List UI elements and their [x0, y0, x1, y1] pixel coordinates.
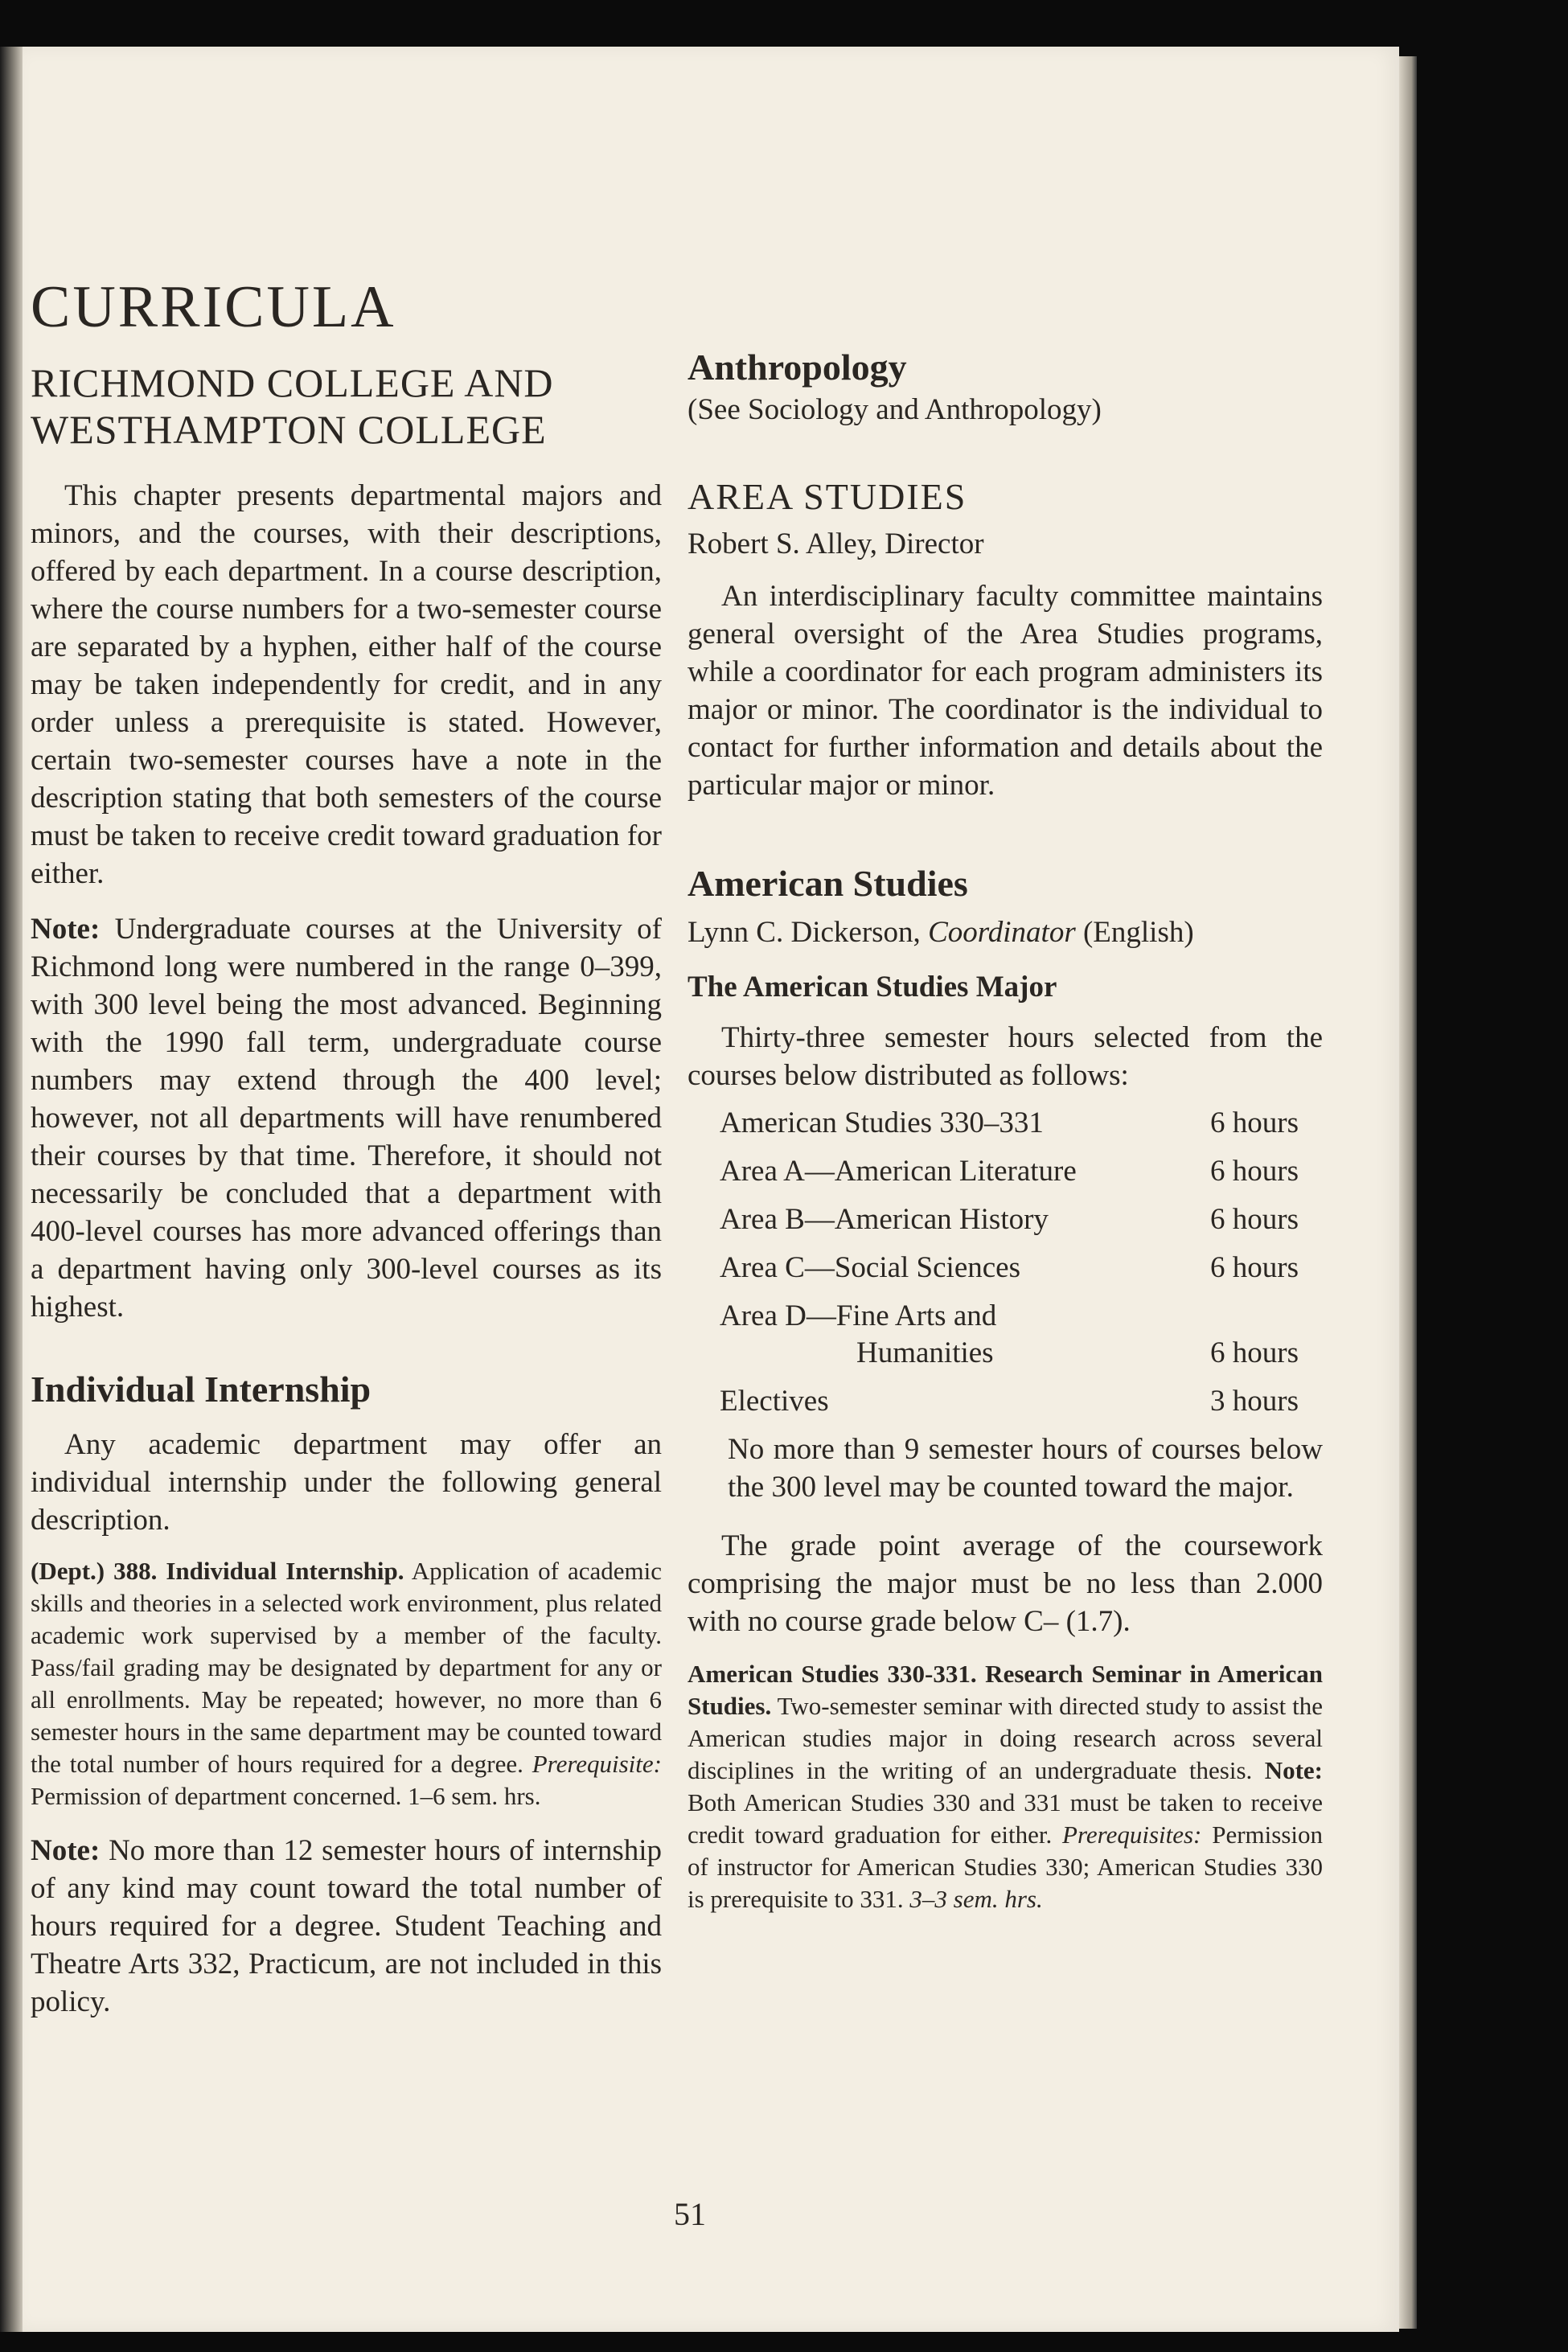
area-studies-paragraph: An interdisciplinary faculty committee maintains general oversight of the Area Studies programs, while a coordinator for each program administers its major or minor. The coordinator is the individual to contact for further information and details about the particular major or minor. [688, 580, 1323, 802]
gpa-paragraph: The grade point average of the coursework comprising the major must be no less than 2.000 with no course grade below C– (1.7). [688, 1529, 1323, 1638]
prereq-text: Permission of department concerned. 1–6 sem. hrs. [31, 1782, 541, 1810]
course-hours: 3–3 sem. hrs. [909, 1885, 1043, 1913]
distribution-label [720, 1292, 1184, 1377]
page-edge [1399, 56, 1417, 2329]
anthropology-reference: (See Sociology and Anthropology) [688, 393, 1102, 426]
prereq-label: Prerequisite: [532, 1750, 662, 1778]
college-line-2: WESTHAMPTON COLLEGE [31, 407, 547, 452]
chapter-title: CURRICULA [31, 274, 396, 340]
anthropology-heading: Anthropology [688, 347, 907, 388]
course-text: Two-semester seminar with directed study to assist the American studies major in doing research across several disciplines in the writing of an undergraduate thesis. [688, 1692, 1323, 1784]
note-text: No more than 12 semester hours of internship of any kind may count toward the total number of hours required for a degree. Student Teaching and Theatre Arts 332, Practicum, are not included in this policy. [31, 1834, 662, 2018]
area-studies-director: Robert S. Alley, Director [688, 527, 984, 560]
distribution-hours: 6 hours [1210, 1106, 1299, 1139]
distribution-label-line-2: Humanities [856, 1336, 994, 1369]
distribution-row [720, 1244, 1299, 1292]
course-note-label: Note: [1264, 1756, 1323, 1784]
prereq-label: Prerequisites: [1062, 1820, 1202, 1849]
distribution-label: Area A—American Literature [720, 1155, 1077, 1188]
college-line-1: RICHMOND COLLEGE AND [31, 360, 554, 405]
right-column [688, 346, 1323, 1915]
left-column [31, 274, 662, 2021]
book-spine [0, 47, 24, 2332]
course-label: American Studies 330-331. Research Seminar in American Studies. [688, 1660, 1323, 1720]
distribution-label-line-1: Area D—Fine Arts and [720, 1299, 997, 1332]
internship-heading: Individual Internship [31, 1369, 371, 1410]
distribution-row [720, 1377, 1299, 1426]
internship-intro: Any academic department may offer an individual internship under the following general description. [31, 1428, 662, 1537]
american-studies-heading: American Studies [688, 863, 968, 904]
college-heading [31, 359, 662, 453]
distribution-label: Electives [720, 1385, 829, 1418]
limit-paragraph: No more than 9 semester hours of courses below the 300 level may be counted toward the major. [728, 1433, 1323, 1504]
coordinator-title: Coordinator [928, 916, 1076, 949]
note-paragraph-1 [31, 910, 662, 1326]
intro-paragraph: This chapter presents departmental majors and minors, and the courses, with their descriptions, offered by each department. In a course description, where the course numbers for a two-semester course are separated by a hyphen, either half of the course may be taken independently for credit, and in any order unless a prerequisite is stated. However, certain two-semester courses have a note in the description stating that both semesters of the course must be taken to receive credit toward graduation for either. [31, 479, 662, 890]
distribution-hours: 6 hours [1210, 1155, 1299, 1188]
internship-course-description [31, 1555, 662, 1812]
note-text: Undergraduate courses at the University of Richmond long were numbered in the range 0–399, with 300 level being the most advanced. Beginning with the 1990 fall term, undergraduate course numbers may extend through the 400 level; however, not all departments will have renumbered their courses by that time. Therefore, it should not necessarily be concluded that a department with 400-level courses has more advanced offerings than a department having only 300-level courses as its highest. [31, 913, 662, 1324]
major-heading: The American Studies Major [688, 971, 1057, 1004]
area-studies-heading: AREA STUDIES [688, 476, 967, 517]
distribution-row [720, 1099, 1299, 1147]
distribution-hours: 3 hours [1210, 1385, 1299, 1418]
course-label: (Dept.) 388. Individual Internship. [31, 1557, 404, 1585]
prereq-text: Permission of instructor for American Studies 330; American Studies 330 is prerequisite to 331. [688, 1820, 1323, 1913]
distribution-label: American Studies 330–331 [720, 1106, 1044, 1139]
course-note-text: Both American Studies 330 and 331 must be taken to receive credit toward graduation for either. [688, 1788, 1323, 1849]
note-label: Note: [31, 913, 101, 946]
page-number: 51 [674, 2196, 706, 2232]
american-studies-course-description [688, 1658, 1323, 1915]
coordinator-name: Lynn C. Dickerson, [688, 916, 929, 949]
distribution-label: Area B—American History [720, 1203, 1049, 1236]
distribution-row [720, 1196, 1299, 1244]
note-label: Note: [31, 1834, 101, 1867]
distribution-row [720, 1292, 1299, 1377]
distribution-hours: 6 hours [1210, 1203, 1299, 1236]
american-studies-coordinator [688, 913, 1323, 951]
coordinator-dept: (English) [1075, 916, 1194, 949]
course-text: Application of academic skills and theories in a selected work environment, plus related academic work supervised by a member of the faculty. Pass/fail grading may be designated by department for any or all enrollments. May be repeated; however, no more than 6 semester hours in the same department may be counted toward the total number of hours required for a degree. [31, 1557, 662, 1778]
distribution-table [720, 1099, 1299, 1426]
distribution-label: Area C—Social Sciences [720, 1251, 1020, 1284]
distribution-hours: 6 hours [1210, 1251, 1299, 1284]
major-intro: Thirty-three semester hours selected from the courses below distributed as follows: [688, 1021, 1323, 1092]
note-paragraph-2 [31, 1832, 662, 2021]
distribution-row [720, 1147, 1299, 1196]
distribution-hours: 6 hours [1210, 1336, 1299, 1369]
